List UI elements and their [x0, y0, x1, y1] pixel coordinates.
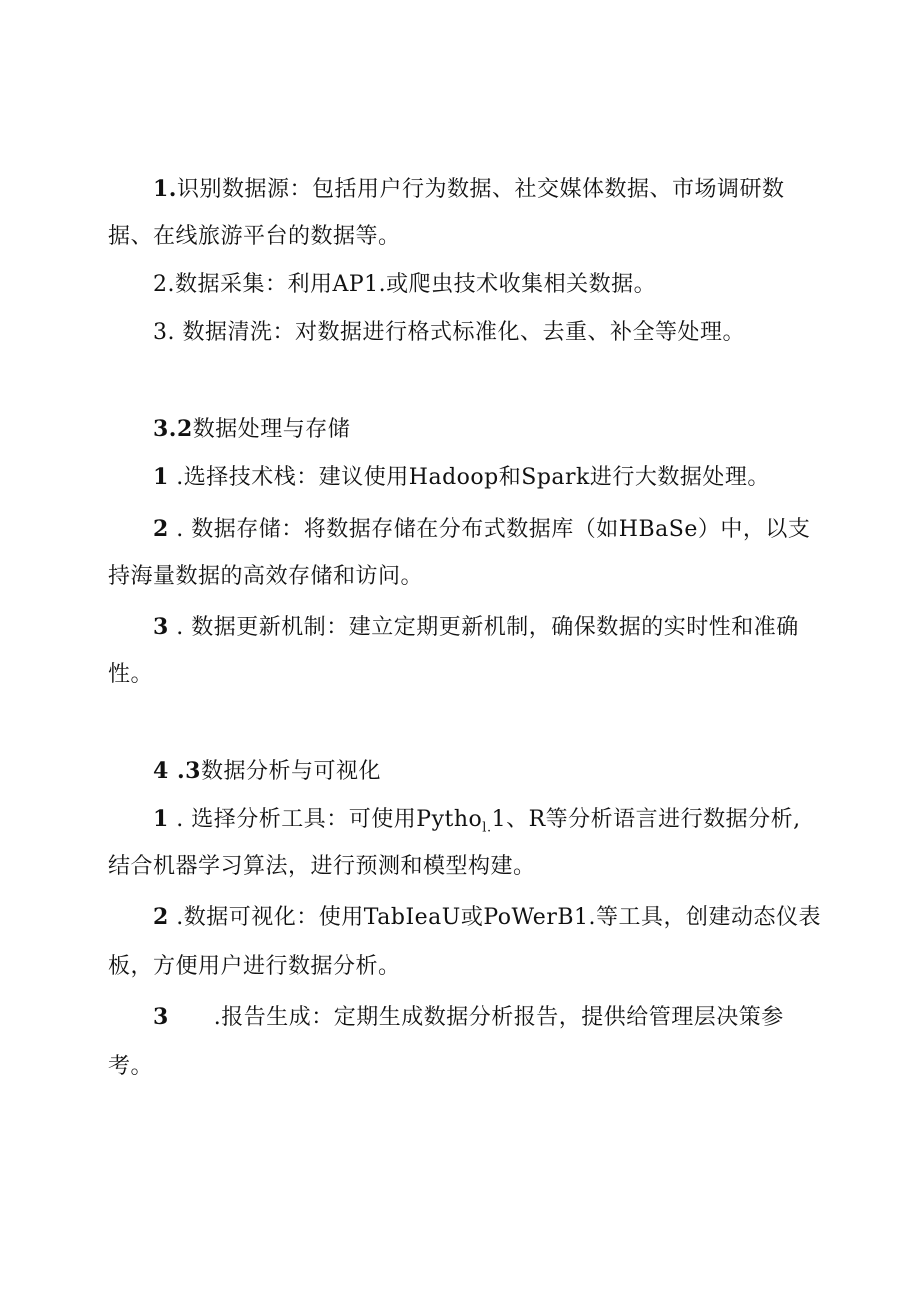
list-item-data-storage — [153, 514, 820, 545]
list-item-data-collection: 2.数据采集：利用AP1.或爬虫技术收集相关数据。 — [153, 272, 657, 297]
list-item-continuation: 据、在线旅游平台的数据等。 — [108, 224, 401, 249]
list-item-continuation: 性。 — [108, 662, 154, 687]
list-item-continuation: 结合机器学习算法，进行预测和模型构建。 — [108, 854, 536, 879]
list-item-data-cleaning: 3. 数据清洗：对数据进行格式标准化、去重、补全等处理。 — [153, 320, 745, 345]
item-number: 1 — [153, 464, 169, 490]
item-text: 识别数据源：包括用户行为数据、社交媒体数据、市场调研数 — [176, 177, 785, 202]
list-item-continuation: 考。 — [108, 1054, 154, 1079]
item-text: . 选择分析工具：可使用Pytho — [168, 807, 483, 832]
list-item-continuation: 板，方便用户进行数据分析。 — [108, 954, 401, 979]
item-number: 2 — [153, 904, 169, 930]
item-text: .选择技术栈：建议使用Hadoop和Spark进行大数据处理。 — [168, 465, 770, 490]
item-text: .报告生成：定期生成数据分析报告，提供给管理层决策参 — [168, 1005, 784, 1030]
section-heading-analysis-visualization — [153, 756, 820, 787]
heading-text: 数据处理与存储 — [192, 417, 351, 442]
item-text-rest: 1、R等分析语言进行数据分析, — [491, 807, 801, 832]
list-item-update-mechanism — [153, 612, 820, 643]
section-heading-processing-storage — [153, 414, 820, 445]
item-text: . 数据更新机制：建立定期更新机制，确保数据的实时性和准确 — [168, 615, 799, 640]
item-number: 1. — [153, 176, 177, 202]
item-text: . 数据存储：将数据存储在分布式数据库（如HBaSe）中，以支 — [168, 517, 811, 542]
heading-text: 数据分析与可视化 — [200, 759, 381, 784]
item-number: 3 — [153, 614, 169, 640]
list-item-analysis-tools — [153, 804, 820, 843]
list-item-identify-sources — [153, 174, 820, 205]
heading-number: 3.2 — [153, 416, 193, 442]
list-item-tech-stack — [153, 462, 820, 493]
item-number: 3 — [153, 1004, 169, 1030]
heading-number: 4 .3 — [153, 758, 201, 784]
item-subscript: l. — [482, 820, 492, 836]
list-item-data-visualization — [153, 902, 820, 933]
item-number: 2 — [153, 516, 169, 542]
list-item-continuation: 持海量数据的高效存储和访问。 — [108, 564, 424, 589]
item-number: 1 — [153, 806, 169, 832]
item-text: .数据可视化：使用TabIeaU或PoWerB1.等工具，创建动态仪表 — [168, 905, 822, 930]
list-item-report-generation — [153, 1002, 820, 1033]
